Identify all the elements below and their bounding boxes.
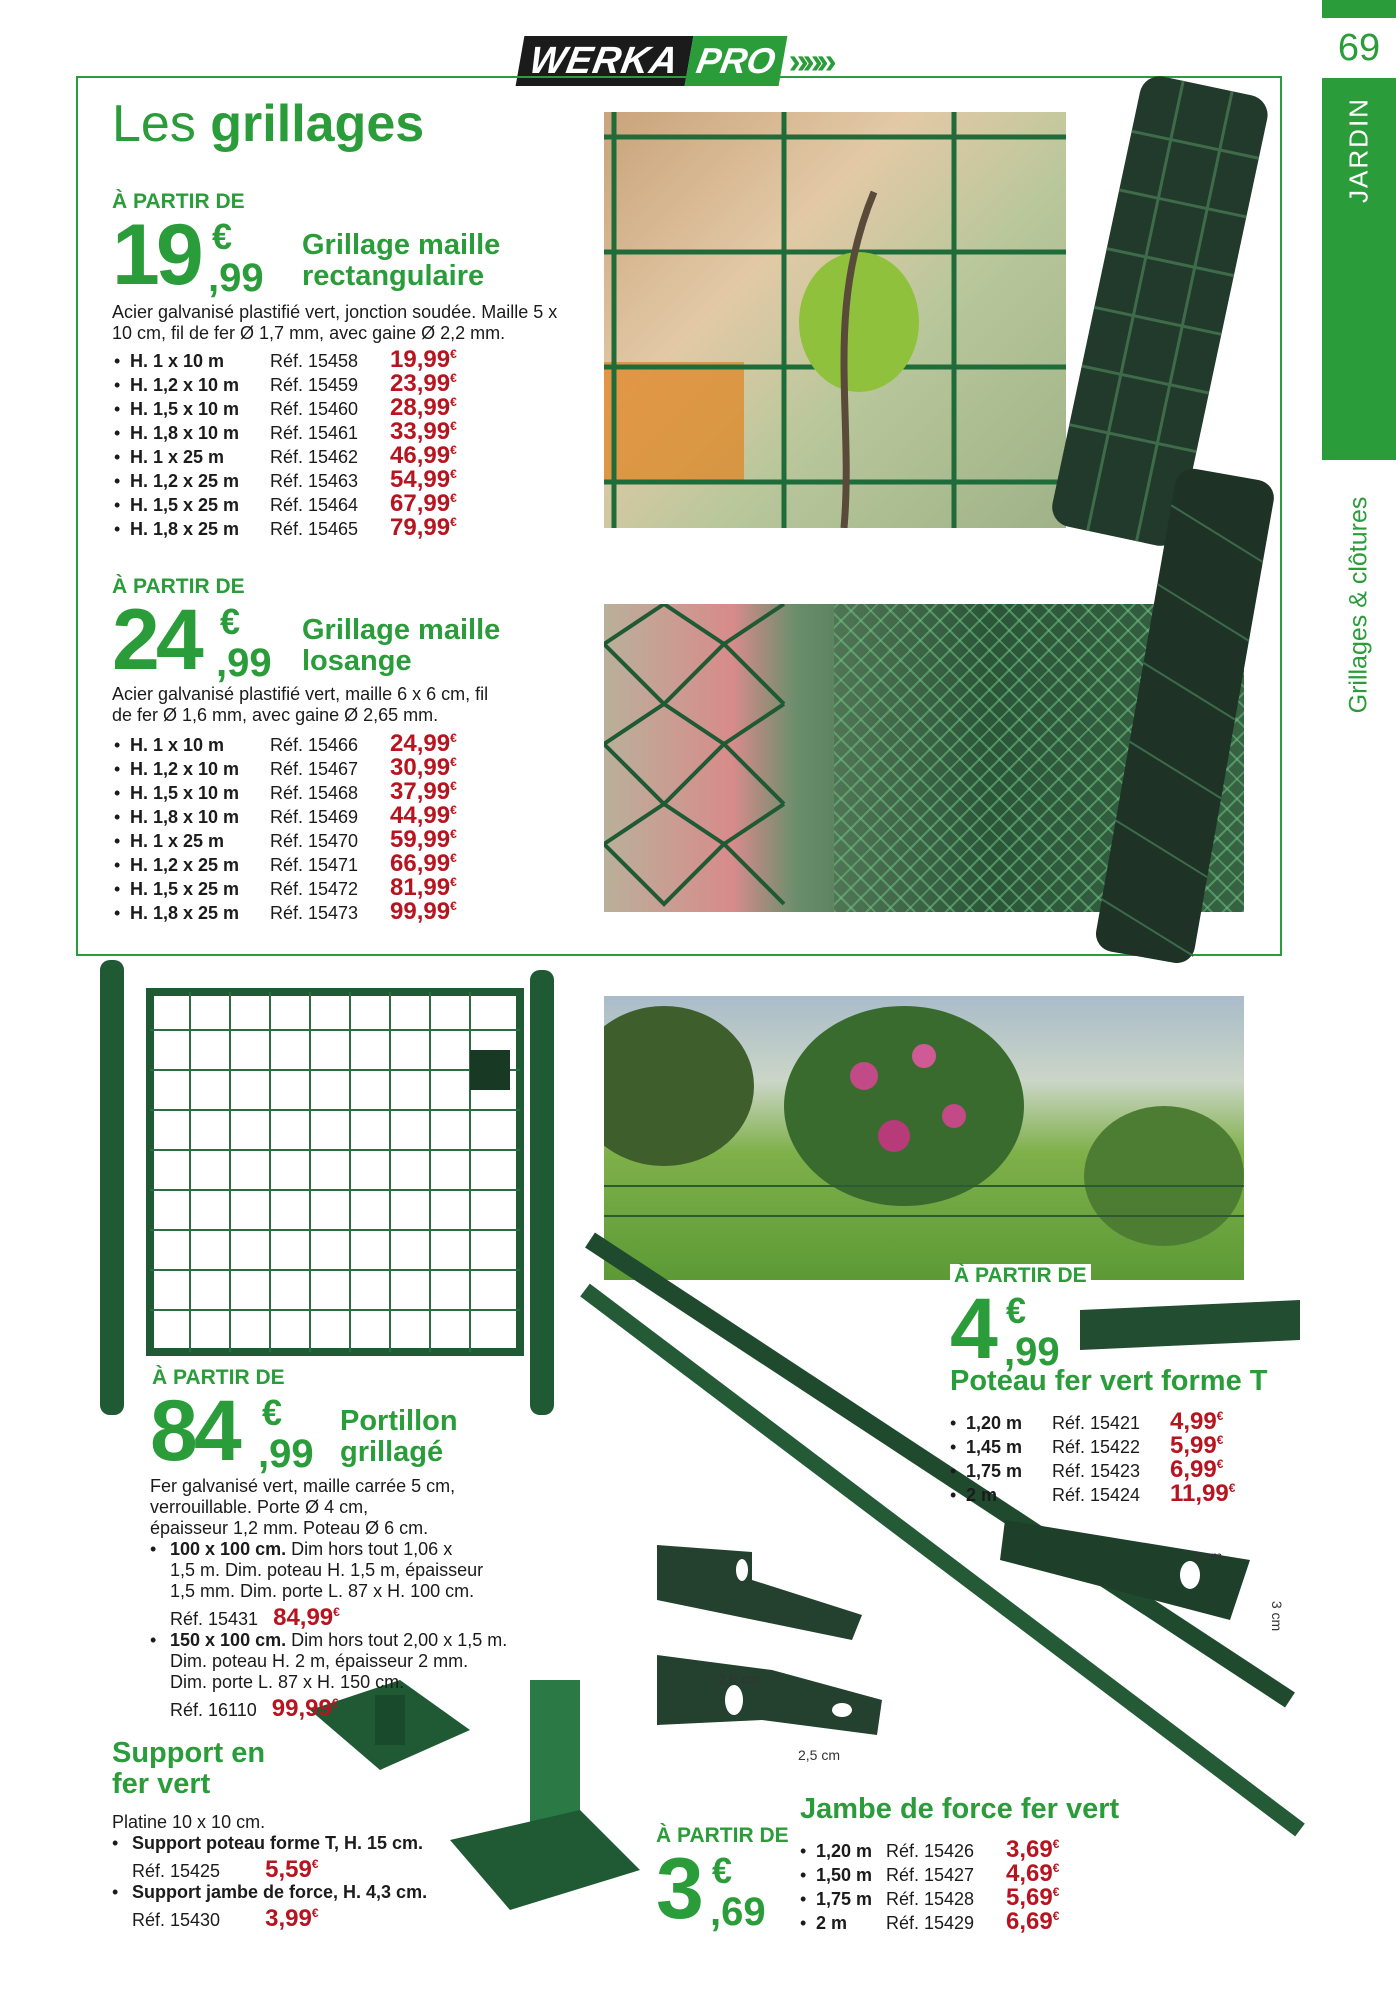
- bullet: •: [114, 831, 121, 851]
- bullet: •: [114, 807, 121, 827]
- bullet: •: [114, 423, 121, 443]
- row-reference: Réf. 15461: [270, 423, 359, 443]
- row-dimension: 1,45 m: [966, 1437, 1023, 1457]
- row-dimension: H. 1 x 10 m: [130, 735, 225, 755]
- bullet: •: [114, 375, 121, 395]
- category-label: Grillages & clôtures: [1344, 496, 1373, 714]
- row-reference: Réf. 15473: [270, 903, 359, 923]
- row-price: 54,99€: [390, 466, 457, 493]
- row-dimension: 2 m: [816, 1913, 848, 1933]
- row-dimension: H. 1 x 25 m: [130, 447, 225, 467]
- price-table: [114, 726, 457, 925]
- row-reference: Réf. 15423: [1052, 1461, 1141, 1481]
- row-dimension: H. 1,8 x 25 m: [130, 519, 240, 539]
- row-price: 81,99€: [390, 874, 457, 901]
- row-price: 30,99€: [390, 754, 457, 781]
- bullet: •: [114, 399, 121, 419]
- fence-roll-image: [1080, 450, 1280, 980]
- row-price: 3,69€: [1006, 1836, 1060, 1863]
- fence-photo: [604, 112, 1066, 528]
- row-reference: Réf. 15468: [270, 783, 359, 803]
- row-price: 4,99€: [1170, 1408, 1224, 1435]
- price-big: 24 € ,99: [112, 592, 272, 688]
- row-price: 59,99€: [390, 826, 457, 853]
- product-name: Grillage maille losange: [302, 614, 501, 677]
- product-name: Jambe de force fer vert: [800, 1793, 1120, 1825]
- row-dimension: H. 1,2 x 10 m: [130, 759, 240, 779]
- row-price: 24,99€: [390, 730, 457, 757]
- product-name: Grillage maille rectangulaire: [302, 229, 501, 292]
- from-label: À PARTIR DE: [152, 1366, 285, 1389]
- row-reference: Réf. 15471: [270, 855, 359, 875]
- row-reference: Réf. 15428: [886, 1889, 975, 1909]
- row-price: 23,99€: [390, 370, 457, 397]
- row-reference: Réf. 15459: [270, 375, 359, 395]
- bullet: •: [114, 519, 121, 539]
- row-price: 66,99€: [390, 850, 457, 877]
- row-price: 67,99€: [390, 490, 457, 517]
- bullet: •: [950, 1413, 957, 1433]
- price-table: [950, 1404, 1236, 1507]
- row-dimension: 1,20 m: [816, 1841, 873, 1861]
- price-big: 4 € ,99: [950, 1281, 1060, 1377]
- row-dimension: H. 1,8 x 25 m: [130, 903, 240, 923]
- product-name: Poteau fer vert forme T: [950, 1365, 1268, 1397]
- row-dimension: 2 m: [966, 1485, 998, 1505]
- row-reference: Réf. 15422: [1052, 1437, 1141, 1457]
- row-reference: Réf. 15469: [270, 807, 359, 827]
- from-label: À PARTIR DE: [112, 190, 245, 213]
- price-big: 3 € ,69: [656, 1841, 766, 1937]
- bullet: •: [950, 1461, 957, 1481]
- price-table: [114, 342, 457, 541]
- from-label: À PARTIR DE: [950, 1264, 1091, 1288]
- measure-a: 2,5 cm: [718, 1671, 761, 1687]
- bullet: •: [114, 783, 121, 803]
- row-reference: Réf. 15465: [270, 519, 359, 539]
- bullet: •: [114, 879, 121, 899]
- bullet: •: [800, 1865, 807, 1885]
- row-reference: Réf. 15458: [270, 351, 359, 371]
- row-dimension: H. 1 x 10 m: [130, 351, 225, 371]
- product-description: Acier galvanisé plastifié vert, maille 6 x 6 cm, fil de fer Ø 1,6 mm, avec gaine Ø 2,65 mm.: [112, 684, 489, 725]
- gate-image: [90, 950, 560, 1420]
- row-dimension: H. 1,5 x 10 m: [130, 783, 240, 803]
- row-price: 44,99€: [390, 802, 457, 829]
- row-price: 19,99€: [390, 346, 457, 373]
- row-price: 28,99€: [390, 394, 457, 421]
- brand-logo: WERKA PRO »»»: [520, 36, 870, 86]
- bullet: •: [114, 351, 121, 371]
- bullet: •: [114, 471, 121, 491]
- bullet: •: [114, 447, 121, 467]
- product-description: Acier galvanisé plastifié vert, jonction soudée. Maille 5 x 10 cm, fil de fer Ø 1,7 mm, avec gaine Ø 2,2 mm.: [112, 302, 558, 343]
- page-number: 69: [1322, 18, 1396, 78]
- measure-b: 2,5 cm: [798, 1747, 841, 1763]
- row-dimension: 1,75 m: [816, 1889, 873, 1909]
- row-dimension: H. 1,2 x 25 m: [130, 471, 240, 491]
- row-dimension: H. 1,2 x 10 m: [130, 375, 240, 395]
- from-label: À PARTIR DE: [656, 1824, 789, 1847]
- row-dimension: H. 1,5 x 10 m: [130, 399, 240, 419]
- brace-image: [652, 1540, 902, 1790]
- row-reference: Réf. 15427: [886, 1865, 975, 1885]
- product-name: Portillon grillagé: [340, 1405, 458, 1468]
- row-dimension: 1,75 m: [966, 1461, 1023, 1481]
- price-row: [800, 1832, 1060, 1863]
- product-description: Fer galvanisé vert, maille carrée 5 cm, verrouillable. Porte Ø 4 cm, épaisseur 1,2 mm. Poteau Ø 6 cm. • 100 x 100 cm. Dim hors tout 1,06 x 1,5 m. Dim. poteau H. 1,5 m, épaisseur 1,5 mm. Dim. porte L. 87 x H. 100 cm. Réf. 15431 84,99€ • 150 x 100 cm. Dim hors tout 2,00 x 1,5 m. Dim. poteau H. 2 m, épaisseur 2 mm. Dim. porte L. 87 x H. 150 cm. Réf. 16110 99,99€: [150, 1476, 508, 1722]
- row-dimension: H. 1 x 25 m: [130, 831, 225, 851]
- from-label: À PARTIR DE: [112, 575, 245, 598]
- row-reference: Réf. 15467: [270, 759, 359, 779]
- row-dimension: H. 1,5 x 25 m: [130, 879, 240, 899]
- row-price: 5,69€: [1006, 1884, 1060, 1911]
- bullet: •: [114, 495, 121, 515]
- row-dimension: 1,50 m: [816, 1865, 873, 1885]
- row-dimension: H. 1,5 x 25 m: [130, 495, 240, 515]
- row-reference: Réf. 15464: [270, 495, 359, 515]
- measure-width: 3 cm: [1192, 1548, 1223, 1564]
- row-price: 33,99€: [390, 418, 457, 445]
- measure-height: 3 cm: [1269, 1600, 1286, 1632]
- row-reference: Réf. 15472: [270, 879, 359, 899]
- bullet: •: [950, 1485, 957, 1505]
- price-row: [950, 1404, 1235, 1435]
- bullet: •: [114, 735, 121, 755]
- bullet: •: [114, 759, 121, 779]
- row-reference: Réf. 15424: [1052, 1485, 1141, 1505]
- bullet: •: [950, 1437, 957, 1457]
- price-row: [114, 342, 457, 373]
- row-dimension: H. 1,8 x 10 m: [130, 807, 240, 827]
- product-description: Platine 10 x 10 cm. • Support poteau forme T, H. 15 cm. Réf. 15425 5,59€ • Support jambe de force, H. 4,3 cm. Réf. 15430 3,99€: [112, 1812, 428, 1932]
- row-dimension: H. 1,2 x 25 m: [130, 855, 240, 875]
- row-price: 6,69€: [1006, 1908, 1060, 1935]
- price-row: [114, 726, 457, 757]
- page-title: Les grillages: [112, 95, 425, 153]
- row-reference: Réf. 15429: [886, 1913, 975, 1933]
- row-price: 99,99€: [390, 898, 457, 925]
- bullet: •: [800, 1913, 807, 1933]
- row-reference: Réf. 15421: [1052, 1413, 1141, 1433]
- bullet: •: [800, 1889, 807, 1909]
- row-reference: Réf. 15460: [270, 399, 359, 419]
- row-price: 46,99€: [390, 442, 457, 469]
- bullet: •: [800, 1841, 807, 1861]
- row-price: 6,99€: [1170, 1456, 1224, 1483]
- row-price: 79,99€: [390, 514, 457, 541]
- row-reference: Réf. 15462: [270, 447, 359, 467]
- row-price: 37,99€: [390, 778, 457, 805]
- product-name: Support en fer vert: [112, 1737, 266, 1800]
- row-price: 4,69€: [1006, 1860, 1060, 1887]
- section-label: JARDIN: [1343, 97, 1374, 203]
- row-dimension: 1,20 m: [966, 1413, 1023, 1433]
- bullet: •: [114, 903, 121, 923]
- price-big: 19 € ,99: [112, 207, 264, 303]
- price-big: 84 € ,99: [150, 1383, 314, 1479]
- row-dimension: H. 1,8 x 10 m: [130, 423, 240, 443]
- row-reference: Réf. 15466: [270, 735, 359, 755]
- row-price: 11,99€: [1170, 1480, 1236, 1507]
- row-price: 5,99€: [1170, 1432, 1224, 1459]
- row-reference: Réf. 15426: [886, 1841, 975, 1861]
- price-table: [800, 1832, 1060, 1935]
- row-reference: Réf. 15470: [270, 831, 359, 851]
- row-reference: Réf. 15463: [270, 471, 359, 491]
- bullet: •: [114, 855, 121, 875]
